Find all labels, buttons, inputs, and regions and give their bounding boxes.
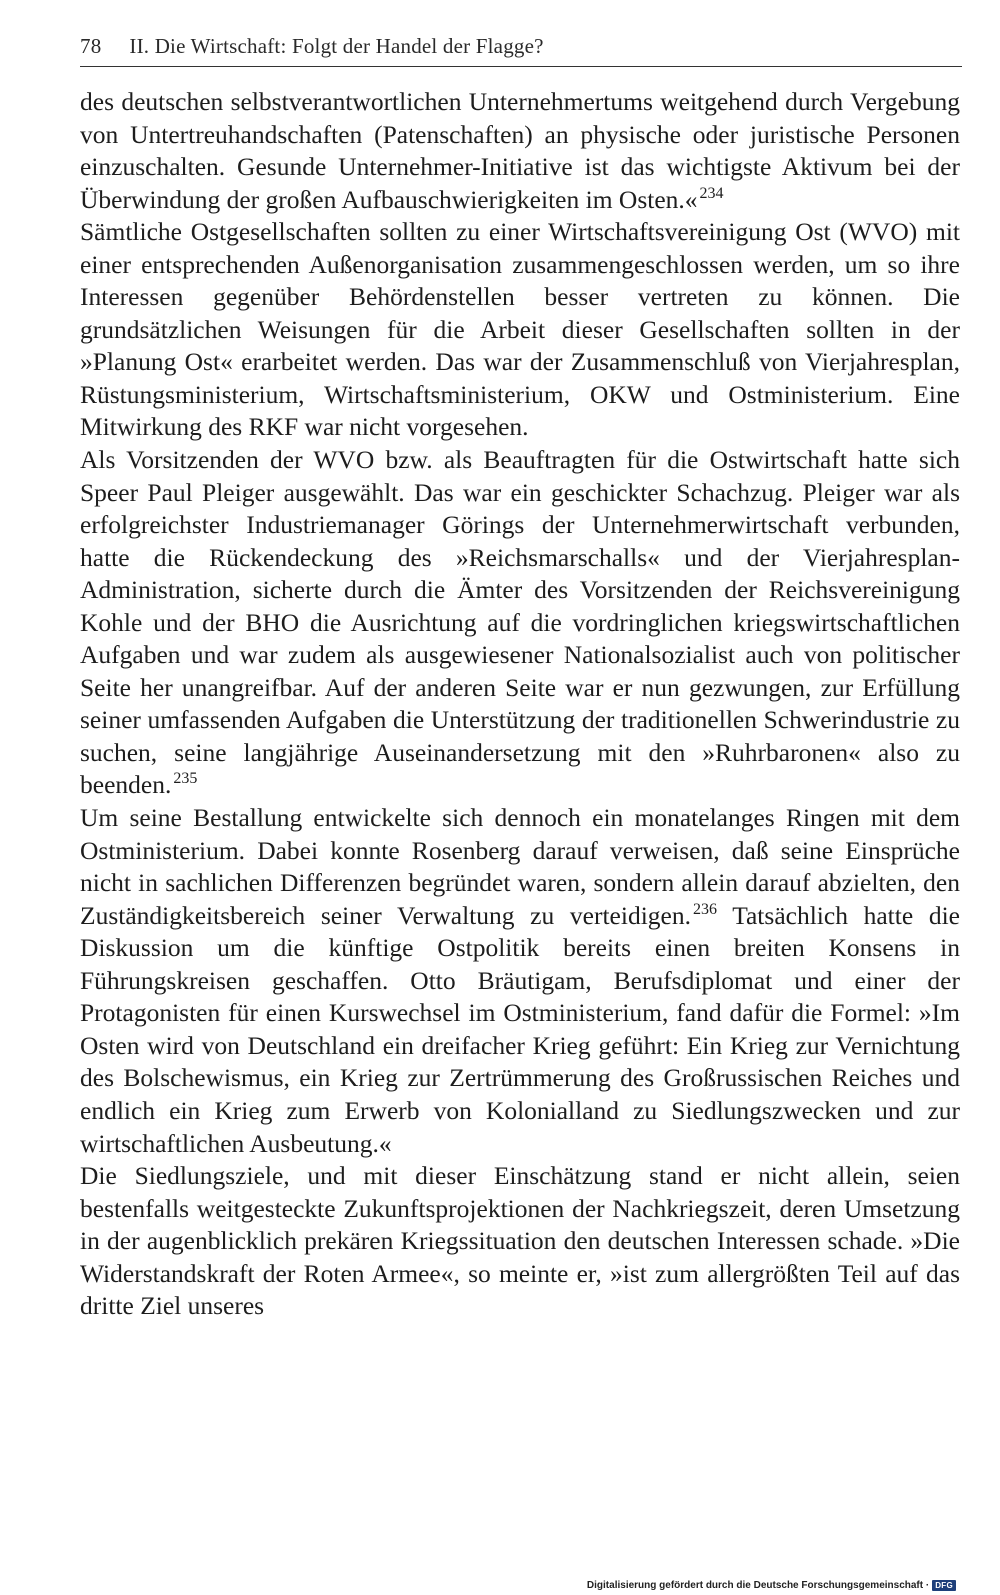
body-text [80, 86, 960, 1323]
paragraph-4 [80, 802, 960, 1160]
paragraph-3 [80, 444, 960, 802]
credit-text: Digitalisierung gefördert durch die Deutsche Forschungsgemeinschaft · [586, 1580, 930, 1591]
paragraph-3-text: Als Vorsitzenden der WVO bzw. als Beauftragten für die Ostwirtschaft hatte sich Speer Paul Pleiger ausgewählt. Das war ein geschickter Schachzug. Pleiger war als erfolgreichster Industriemanager Görings der Unternehmerwirtschaft verbunden, hatte die Rückendeckung des »Reichsmarschalls« und der Vierjahresplan-Administration, sicherte durch die Ämter des Vorsitzenden der Reichsvereinigung Kohle und der BHO die Ausrichtung auf die vordringlichen kriegswirtschaftlichen Aufgaben und war zudem als ausgewiesener Nationalsozialist auch von politischer Seite her unangreifbar. Auf der anderen Seite war er nun gezwungen, zur Erfüllung seiner umfassenden Aufgaben die Unterstützung der traditionellen Schwerindustrie zu suchen, seine langjährige Auseinandersetzung mit den »Ruhrbaronen« also zu beenden. [80, 445, 960, 800]
digitization-credit [587, 1580, 956, 1591]
header-rule [80, 66, 962, 67]
paragraph-4-text-b: Tatsächlich hatte die Diskussion um die künftige Ostpolitik bereits einen breiten Konsens in Führungskreisen geschaffen. Otto Bräutigam, Berufsdiplomat und einer der Protagonisten für einen Kurswechsel im Ostministerium, fand dafür die Formel: »Im Osten wird von Deutschland ein dreifacher Krieg geführt: Ein Krieg zur Vernichtung des Bolschewismus, ein Krieg zur Zertrümmerung des Großrussischen Reiches und endlich ein Krieg zum Erwerb von Kolonialland zu Siedlungszwecken und zur wirtschaftlichen Ausbeutung.« [80, 900, 960, 1158]
paragraph-1-text: des deutschen selbstverantwortlichen Unternehmertums weitgehend durch Vergebung von Untertreuhandschaften (Patenschaften) an physische oder juristische Personen einzuschalten. Gesunde Unternehmer-Initiative ist das wichtigste Aktivum bei der Überwindung der großen Aufbauschwierigkeiten im Osten.« [80, 87, 960, 214]
paragraph-4-text-a: Um seine Bestallung entwickelte sich dennoch ein monatelanges Ringen mit dem Ostministerium. Dabei konnte Rosenberg darauf verweisen, daß seine Einsprüche nicht in sachlichen Differenzen begründet waren, sondern allein darauf abzielten, den Zuständigkeitsbereich seiner Verwaltung zu verteidigen. [80, 803, 960, 930]
dfg-logo: DFG [932, 1580, 956, 1591]
footnote-ref-236: 236 [692, 900, 717, 918]
paragraph-2 [80, 216, 960, 444]
paragraph-2-text: Sämtliche Ostgesellschaften sollten zu einer Wirtschaftsvereinigung Ost (WVO) mit einer entsprechenden Außenorganisation zusammengeschlossen werden, um so ihre Interessen gegenüber Behördenstellen besser vertreten zu können. Die grundsätzlichen Weisungen für die Arbeit dieser Gesellschaften sollten in der »Planung Ost« erarbeitet werden. Das war der Zusammenschluß von Vierjahresplan, Rüstungsministerium, Wirtschaftsministerium, OKW und Ostministerium. Eine Mitwirkung des RKF war nicht vorgesehen. [80, 217, 960, 442]
running-title: II. Die Wirtschaft: Folgt der Handel der Flagge? [129, 34, 544, 58]
footnote-ref-234: 234 [699, 184, 724, 202]
running-header [80, 34, 960, 59]
paragraph-5-text: Die Siedlungsziele, und mit dieser Einschätzung stand er nicht allein, seien bestenfalls weitgesteckte Zukunftsprojektionen der Nachkriegszeit, deren Umsetzung in der augenblicklich prekären Kriegssituation den deutschen Interessen schade. »Die Widerstandskraft der Roten Armee«, so meinte er, »ist zum allergrößten Teil auf das dritte Ziel unseres [80, 1161, 960, 1321]
paragraph-5 [80, 1160, 960, 1323]
page-number: 78 [80, 34, 102, 58]
paragraph-1 [80, 86, 960, 216]
footnote-ref-235: 235 [173, 770, 198, 788]
